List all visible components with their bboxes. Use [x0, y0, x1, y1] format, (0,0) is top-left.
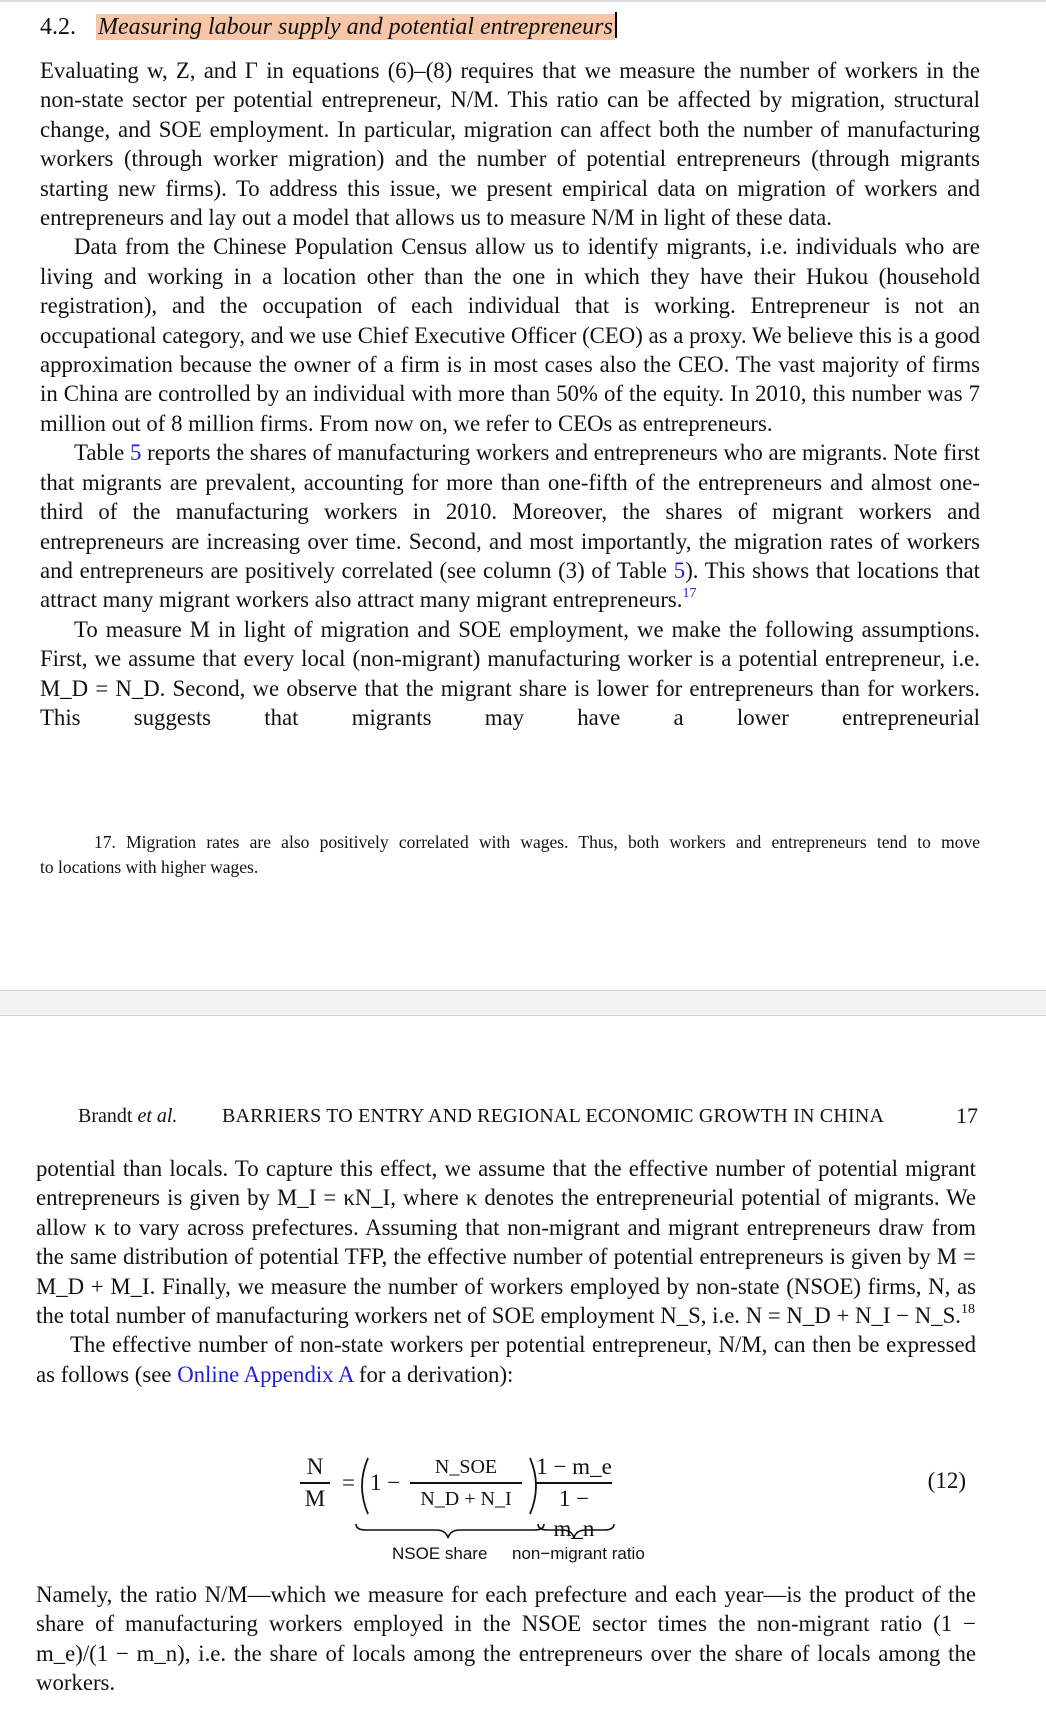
paragraph-6 — [36, 1330, 976, 1389]
lhs-denominator: M — [304, 1485, 326, 1511]
equation-number: (12) — [927, 1468, 966, 1493]
running-head-title: BARRIERS TO ENTRY AND REGIONAL ECONOMIC GROWTH IN CHINA — [222, 1105, 885, 1127]
section-title-highlighted[interactable] — [96, 14, 615, 40]
p6-text-b: for a derivation): — [353, 1361, 514, 1387]
p5-text: potential than locals. To capture this effect, we assume that the effective number of potential migrant entrepreneurs is given by M_I = κN_I, where κ denotes the entrepreneurial potential of migrants. We allow κ to vary across prefectures. Assuming that non-migrant and migrant entrepreneurs draw from the same distribution of potential TFP, the effective number of potential entrepreneurs is given by M = M_D + M_I. Finally, we measure the number of workers employed by non-state (NSOE) firms, N, as the total number of manufacturing workers net of SOE employment N_S, i.e. N = N_D + N_I − N_S. — [36, 1156, 976, 1329]
paragraph-3 — [40, 438, 980, 614]
footnote-17 — [40, 830, 980, 880]
nsoe-share-label: NSOE share — [392, 1544, 488, 1563]
page-top-border — [0, 0, 1046, 2]
footnote-18-ref[interactable]: 18 — [960, 1302, 975, 1318]
ratio-underbrace — [538, 1524, 614, 1538]
one-minus: 1 − — [370, 1470, 401, 1495]
section-heading — [40, 10, 617, 44]
running-head-author — [78, 1102, 177, 1130]
footnote-17-link[interactable]: 17 — [682, 586, 697, 602]
p3-text-b: reports the shares of manufacturing workers and entrepreneurs who are migrants. Note first that migrants are prevalent, accounting for more than one-fifth of the entrepreneurs and almost one-third of the manufacturing workers in 2010. Moreover, the shares of migrant workers and entrepreneurs are increasing over time. Second, and most importantly, the migration rates of workers and entrepreneurs are positively correlated (see column (3) of Table — [40, 440, 980, 583]
text-cursor — [615, 12, 617, 38]
p3-text-c: ). This shows that locations that attract many migrant workers also attract many migrant entrepreneurs. — [40, 557, 980, 613]
author-name: Brandt — [78, 1105, 133, 1127]
page-number: 17 — [956, 1103, 978, 1128]
footnote-line-2: to locations with higher wages. — [40, 857, 259, 877]
table-5-link-2[interactable]: 5 — [673, 557, 686, 583]
nsoe-numerator: N_SOE — [434, 1456, 498, 1478]
paragraph-4: To measure M in light of migration and SOE employment, we make the following assumptions. First, we assume that every local (non-migrant) manufacturing worker is a potential entrepreneur, i.e. M_D = N_D. Second, we observe that the migrant share is lower for entrepreneurs than for workers. This suggests that migrants may have a lower entrepreneurial — [40, 616, 980, 730]
paragraph-2: Data from the Chinese Population Census allow us to identify migrants, i.e. individuals who are living and working in a location other than the one in which they have their Hukou (household registration), and the occupation of each individual that is working. Entrepreneur is not an occupational category, and we use Chief Executive Officer (CEO) as a proxy. We believe this is a good approximation because the owner of a firm is in most cases also the CEO. The vast majority of firms in China are controlled by an individual with more than 50% of the equity. In 2010, this number was 7 million out of 8 million firms. From now on, we refer to CEOs as entrepreneurs. — [40, 234, 980, 436]
author-etal: et al. — [137, 1105, 178, 1127]
page1-body — [40, 56, 980, 732]
table-5-link[interactable]: 5 — [130, 440, 142, 466]
lhs-numerator: N — [306, 1454, 324, 1479]
p6-text-a: The effective number of non-state workers per potential entrepreneur, N/M, can then be expressed as follows (see — [36, 1332, 976, 1387]
non-migrant-ratio-label: non−migrant ratio — [512, 1544, 645, 1563]
underbraces-svg — [352, 1522, 622, 1542]
paragraph-1: Evaluating w, Z, and Γ in equations (6)–(8) requires that we measure the number of workers in the non-state sector per potential entrepreneur, N/M. This ratio can be affected by migration, structural change, and SOE employment. In particular, migration can affect both the number of manufacturing workers (through worker migration) and the number of potential entrepreneurs (through migrants starting new firms). To address this issue, we present empirical data on migration of workers and entrepreneurs and lay out a model that allows us to measure N/M in light of these data. — [40, 58, 980, 231]
lhs-fraction — [300, 1452, 330, 1514]
left-paren — [362, 1458, 368, 1514]
page-separator — [0, 990, 1046, 1016]
ratio-numerator: 1 − m_e — [536, 1454, 612, 1479]
section-title-text: Measuring labour supply and potential entrepreneurs — [98, 14, 613, 40]
equals-sign: = — [342, 1470, 355, 1495]
nsoe-fraction — [410, 1452, 522, 1514]
paragraph-7: Namely, the ratio N/M—which we measure for each prefecture and each year—is the product of the share of manufacturing workers employed in the NSOE sector times the non-migrant ratio (1 − m_e)/(1 − m_n), i.e. the share of locals among the entrepreneurs over the share of locals among the workers. — [36, 1582, 976, 1696]
section-number: 4.2. — [40, 14, 76, 40]
nsoe-denominator: N_D + N_I — [420, 1487, 512, 1510]
ratio-denominator: 1 − m_n — [553, 1485, 595, 1541]
equation-12 — [36, 1452, 976, 1572]
footnote-line-1: 17. Migration rates are also positively correlated with wages. Thus, both workers and entrepreneurs tend to move — [94, 832, 980, 852]
paragraph-5 — [36, 1154, 976, 1330]
page2-body — [36, 1154, 976, 1389]
page2-body-after-eq — [36, 1580, 976, 1698]
online-appendix-link[interactable]: Online Appendix A — [177, 1361, 354, 1387]
nsoe-underbrace — [356, 1524, 544, 1538]
p3-text-a: Table — [74, 440, 131, 466]
